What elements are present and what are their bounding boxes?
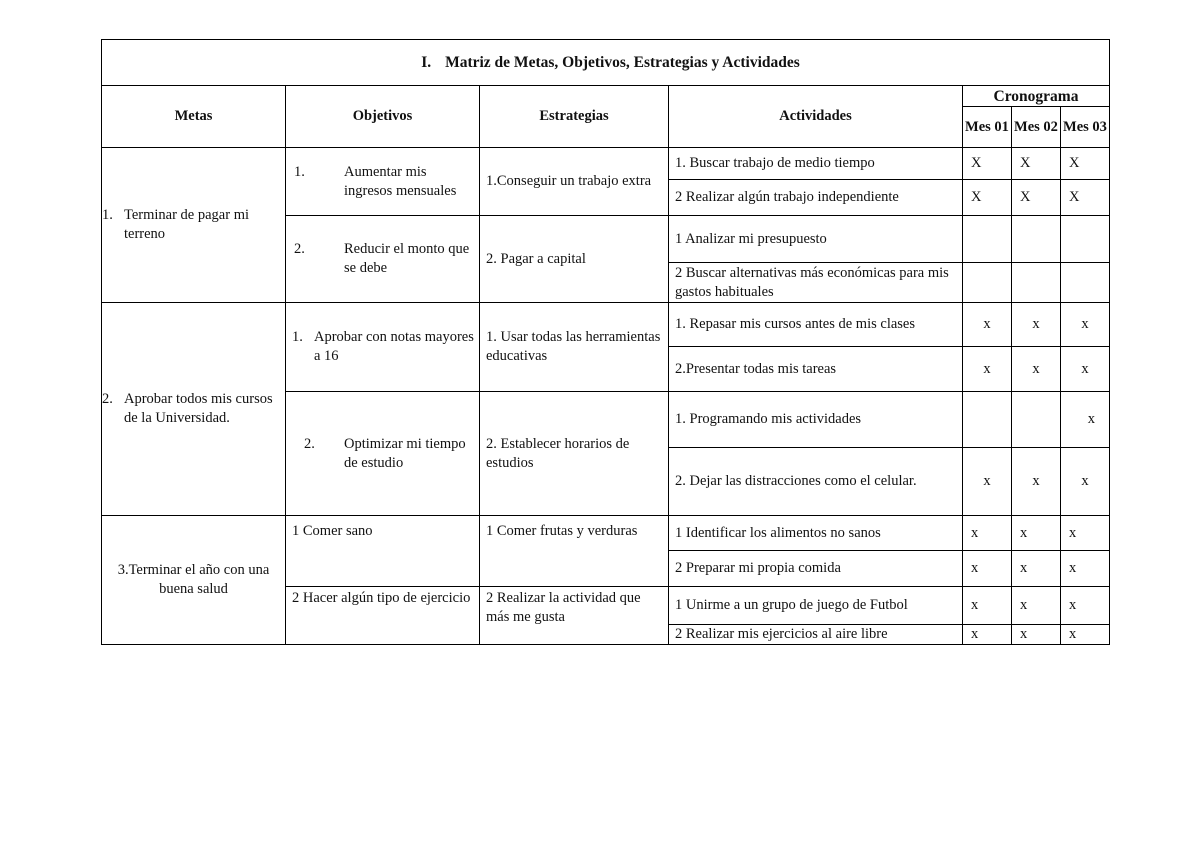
objective-cell: [286, 392, 480, 516]
header-month-3: Mes 03: [1061, 107, 1110, 148]
month-mark: x: [1012, 303, 1061, 347]
activity-cell: 2 Realizar mis ejercicios al aire libre: [669, 625, 963, 645]
objective-cell: [286, 148, 480, 216]
objective-cell: [286, 216, 480, 303]
month-mark: [1061, 263, 1110, 303]
month-mark: x: [963, 448, 1012, 516]
objective-text: Aumentar mis ingresos mensuales: [344, 163, 457, 199]
month-mark: [1061, 216, 1110, 263]
month-mark: x: [1061, 587, 1110, 625]
month-mark: x: [1061, 516, 1110, 551]
objective-cell: [286, 303, 480, 392]
objective-cell: 1 Comer sano: [286, 516, 480, 587]
objective-text: Aprobar con notas mayores a 16: [314, 329, 474, 364]
objective-number: 1.: [292, 329, 303, 345]
title-text: Matriz de Metas, Objetivos, Estrategias y Actividades: [445, 54, 800, 71]
header-objetivos: Objetivos: [286, 86, 480, 148]
month-mark: [1012, 392, 1061, 448]
month-mark: [963, 216, 1012, 263]
activity-cell: 1. Repasar mis cursos antes de mis clases: [669, 303, 963, 347]
strategy-cell: 2 Realizar la actividad que más me gusta: [480, 587, 669, 645]
month-mark: x: [1061, 448, 1110, 516]
month-mark: x: [1012, 448, 1061, 516]
activity-cell: 2.Presentar todas mis tareas: [669, 347, 963, 392]
month-mark: x: [1012, 347, 1061, 392]
objective-text: Optimizar mi tiempo de estudio: [344, 435, 466, 471]
goal-cell: [102, 148, 286, 303]
month-mark: X: [1012, 148, 1061, 180]
month-mark: [1012, 216, 1061, 263]
month-mark: X: [963, 180, 1012, 216]
table-row: [102, 148, 1110, 180]
month-mark: [1012, 263, 1061, 303]
activity-cell: 2. Dejar las distracciones como el celular.: [669, 448, 963, 516]
objective-number: 1.: [294, 163, 305, 180]
activity-cell: 2 Preparar mi propia comida: [669, 551, 963, 587]
month-mark: x: [963, 625, 1012, 645]
strategy-cell: 2. Pagar a capital: [480, 216, 669, 303]
goal-text: Terminar de pagar mi terreno: [124, 207, 249, 242]
header-month-2: Mes 02: [1012, 107, 1061, 148]
month-mark: X: [1061, 148, 1110, 180]
table-title: [102, 40, 1110, 86]
month-mark: x: [963, 516, 1012, 551]
header-month-1: Mes 01: [963, 107, 1012, 148]
objective-number: 2.: [294, 241, 305, 257]
goal-cell: [102, 303, 286, 516]
table-row: [102, 303, 1110, 347]
table-row: [102, 516, 1110, 551]
activity-cell: 1. Buscar trabajo de medio tiempo: [669, 148, 963, 180]
activity-cell: 2 Realizar algún trabajo independiente: [669, 180, 963, 216]
goal-number: 1.: [102, 207, 113, 223]
month-mark: x: [1012, 516, 1061, 551]
activity-cell: 1 Unirme a un grupo de juego de Futbol: [669, 587, 963, 625]
month-mark: x: [963, 347, 1012, 392]
header-estrategias: Estrategias: [480, 86, 669, 148]
goal-cell: [102, 516, 286, 645]
header-actividades: Actividades: [669, 86, 963, 148]
month-mark: x: [1061, 625, 1110, 645]
strategy-cell: 1 Comer frutas y verduras: [480, 516, 669, 587]
month-mark: x: [1061, 303, 1110, 347]
month-mark: x: [1061, 551, 1110, 587]
month-mark: x: [963, 551, 1012, 587]
goals-matrix-table: [101, 39, 1110, 645]
month-mark: x: [1061, 392, 1110, 448]
header-cronograma: Cronograma: [963, 86, 1110, 107]
objective-number: 2.: [304, 435, 315, 452]
month-mark: X: [1061, 180, 1110, 216]
objective-text: Reducir el monto que se debe: [344, 241, 470, 276]
month-mark: X: [1012, 180, 1061, 216]
month-mark: [963, 392, 1012, 448]
goal-text: 3.Terminar el año con una buena salud: [117, 562, 270, 597]
month-mark: [963, 263, 1012, 303]
activity-cell: 2 Buscar alternativas más económicas para mis gastos habituales: [669, 263, 963, 303]
strategy-cell: 1.Conseguir un trabajo extra: [480, 148, 669, 216]
month-mark: x: [1012, 587, 1061, 625]
month-mark: x: [1061, 347, 1110, 392]
objective-cell: 2 Hacer algún tipo de ejercicio: [286, 587, 480, 645]
month-mark: x: [1012, 551, 1061, 587]
month-mark: x: [1012, 625, 1061, 645]
activity-cell: 1 Identificar los alimentos no sanos: [669, 516, 963, 551]
activity-cell: 1. Programando mis actividades: [669, 392, 963, 448]
month-mark: X: [963, 148, 1012, 180]
strategy-cell: 1. Usar todas las herramientas educativas: [480, 303, 669, 392]
goal-text: Aprobar todos mis cursos de la Universidad.: [124, 391, 273, 426]
title-number: I.: [421, 54, 432, 71]
header-metas: Metas: [102, 86, 286, 148]
activity-cell: 1 Analizar mi presupuesto: [669, 216, 963, 263]
month-mark: x: [963, 303, 1012, 347]
month-mark: x: [963, 587, 1012, 625]
strategy-cell: 2. Establecer horarios de estudios: [480, 392, 669, 516]
goal-number: 2.: [102, 391, 113, 407]
